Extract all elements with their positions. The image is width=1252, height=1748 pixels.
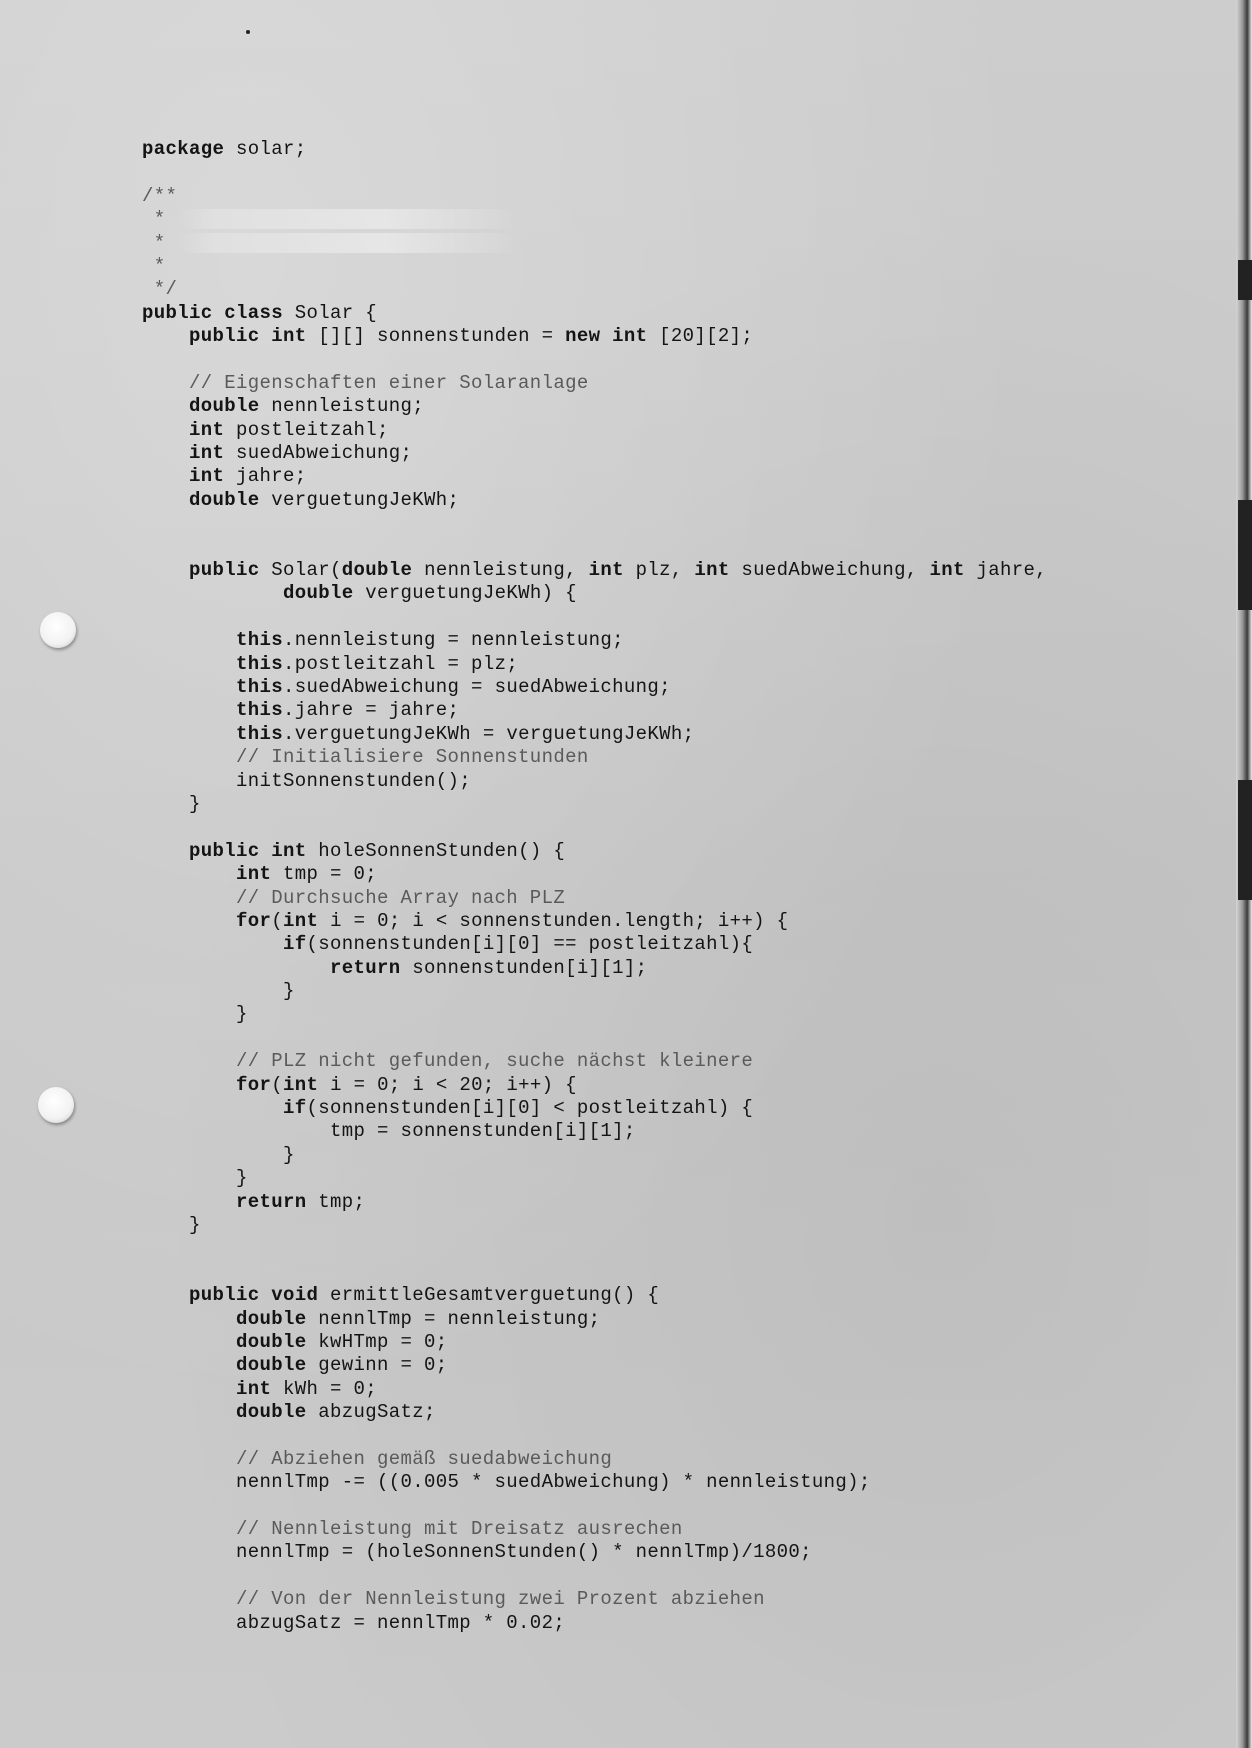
code-text: } (142, 1213, 201, 1236)
code-line (142, 1612, 1047, 1635)
code-line (142, 770, 1047, 793)
code-line (142, 1565, 1047, 1588)
code-text: verguetungJeKWh) { (353, 582, 577, 605)
code-line (142, 325, 1047, 348)
code-text (142, 933, 283, 955)
code-text: (sonnenstunden[i][0] < postleitzahl) { (306, 1097, 754, 1120)
code-text (142, 629, 236, 651)
code-line (142, 933, 1047, 956)
page-edge-shadow (1236, 0, 1252, 1748)
code-comment: * (142, 254, 166, 277)
code-text: .suedAbweichung = suedAbweichung; (283, 675, 671, 698)
code-keyword: double (341, 559, 413, 582)
code-text: nennlTmp = nennleistung; (306, 1307, 601, 1330)
code-keyword: int (236, 1377, 272, 1400)
code-keyword: this (236, 675, 284, 698)
code-text: .postleitzahl = plz; (283, 652, 519, 675)
code-comment: // PLZ nicht gefunden, suche nächst kleinere (142, 1050, 754, 1073)
code-comment: // Von der Nennleistung zwei Prozent abziehen (142, 1588, 765, 1611)
code-text: .jahre = jahre; (283, 699, 460, 722)
code-line (142, 255, 1047, 278)
code-keyword: double (236, 1307, 307, 1330)
code-text: jahre; (224, 465, 307, 488)
code-keyword: int (236, 863, 272, 886)
code-line (142, 653, 1047, 676)
code-text: } (142, 1003, 248, 1026)
code-comment: // Abziehen gemäß suedabweichung (142, 1447, 613, 1470)
code-text (142, 325, 189, 347)
code-line (142, 1120, 1047, 1143)
code-line (142, 1284, 1047, 1307)
redacted-region (180, 209, 520, 229)
code-line (142, 138, 1047, 161)
code-keyword: this (236, 652, 284, 675)
punch-hole-bottom (38, 1087, 74, 1123)
code-text: suedAbweichung, (729, 559, 930, 582)
code-line (142, 1144, 1047, 1167)
code-keyword: int (283, 909, 319, 932)
code-line (142, 1354, 1047, 1377)
code-line (142, 559, 1047, 582)
code-keyword: int (929, 559, 965, 582)
code-line (142, 1518, 1047, 1541)
code-line (142, 1003, 1047, 1026)
code-text: jahre, (964, 559, 1047, 582)
code-text (142, 419, 189, 441)
code-text: solar; (224, 138, 307, 160)
redacted-region (180, 233, 520, 253)
code-keyword: new int (565, 325, 648, 348)
code-line (142, 1448, 1047, 1471)
code-text: .verguetungJeKWh = verguetungJeKWh; (283, 722, 695, 745)
code-text: i = 0; i < sonnenstunden.length; i++) { (318, 909, 789, 932)
code-text: (sonnenstunden[i][0] == postleitzahl){ (306, 933, 754, 956)
code-text: plz, (623, 559, 695, 582)
code-keyword: double (236, 1354, 307, 1377)
code-line (142, 910, 1047, 933)
code-line (142, 1167, 1047, 1190)
code-line (142, 863, 1047, 886)
code-keyword: public class (142, 301, 284, 324)
code-keyword: if (283, 1097, 307, 1120)
code-line (142, 1050, 1047, 1073)
code-line (142, 278, 1047, 301)
code-keyword: this (236, 699, 284, 722)
code-text: ( (271, 1073, 284, 1096)
code-keyword: int (189, 442, 225, 465)
code-line (142, 957, 1047, 980)
code-keyword: this (236, 722, 284, 745)
code-line (142, 208, 1047, 231)
code-text: abzugSatz = nennlTmp * 0.02; (142, 1611, 566, 1634)
code-line (142, 1074, 1047, 1097)
code-comment: */ (142, 278, 178, 301)
code-text: i = 0; i < 20; i++) { (318, 1073, 577, 1096)
code-text: nennlTmp = (holeSonnenStunden() * nennlTmp)/1800; (142, 1541, 812, 1564)
code-text (142, 465, 189, 487)
code-text (142, 582, 283, 604)
code-line (142, 465, 1047, 488)
code-line (142, 1495, 1047, 1518)
code-line (142, 746, 1047, 769)
code-comment: * (142, 231, 166, 254)
code-text (142, 395, 189, 417)
code-keyword: package (142, 138, 225, 160)
code-text (142, 1378, 236, 1400)
code-text: kWh = 0; (271, 1377, 378, 1400)
code-line (142, 840, 1047, 863)
code-keyword: double (236, 1401, 307, 1424)
code-comment: /** (142, 184, 178, 207)
code-keyword: public void (189, 1284, 319, 1307)
edge-shadow-stripe (1238, 780, 1252, 900)
code-keyword: int (189, 418, 225, 441)
code-text: gewinn = 0; (306, 1354, 448, 1377)
code-text: sonnenstunden[i][1]; (400, 956, 648, 979)
code-keyword: this (236, 629, 284, 652)
code-line (142, 793, 1047, 816)
code-keyword: for (236, 1073, 272, 1096)
code-text: holeSonnenStunden() { (306, 839, 566, 862)
code-keyword: public int (189, 839, 307, 862)
code-line (142, 1401, 1047, 1424)
code-line (142, 512, 1047, 535)
code-text: kwHTmp = 0; (306, 1330, 448, 1353)
code-line (142, 1097, 1047, 1120)
code-text: Solar( (259, 559, 342, 582)
scan-speck (246, 30, 250, 34)
code-text: nennlTmp -= ((0.005 * suedAbweichung) * nennleistung); (142, 1471, 871, 1494)
code-comment: * (142, 208, 166, 231)
code-text: nennleistung; (259, 395, 425, 418)
code-text: nennleistung, (412, 559, 589, 582)
code-line (142, 419, 1047, 442)
code-text (142, 699, 236, 721)
code-text (142, 1097, 283, 1119)
code-keyword: double (189, 488, 260, 511)
code-line (142, 723, 1047, 746)
code-text: } (142, 792, 201, 815)
code-line (142, 887, 1047, 910)
code-text: ermittleGesamtverguetung() { (318, 1284, 660, 1307)
code-line (142, 980, 1047, 1003)
code-text (142, 1331, 236, 1353)
code-text: ( (271, 909, 284, 932)
code-keyword: int (283, 1073, 319, 1096)
code-keyword: public int (189, 325, 307, 348)
code-line (142, 161, 1047, 184)
code-listing (142, 138, 1047, 1635)
code-line (142, 606, 1047, 629)
code-text: abzugSatz; (306, 1401, 436, 1424)
code-line (142, 1261, 1047, 1284)
code-keyword: int (189, 465, 225, 488)
code-text (142, 559, 189, 581)
code-keyword: if (283, 933, 307, 956)
code-comment: // Initialisiere Sonnenstunden (142, 746, 589, 769)
code-text: } (142, 1167, 248, 1190)
code-line (142, 1378, 1047, 1401)
code-text: suedAbweichung; (224, 442, 413, 465)
code-line (142, 816, 1047, 839)
edge-shadow-stripe (1238, 260, 1252, 300)
code-line (142, 1541, 1047, 1564)
code-text: Solar { (283, 301, 378, 324)
code-line (142, 442, 1047, 465)
code-comment: // Eigenschaften einer Solaranlage (142, 371, 589, 394)
code-line (142, 1027, 1047, 1050)
code-keyword: double (189, 395, 260, 418)
code-text (142, 489, 189, 511)
code-text: } (142, 1143, 295, 1166)
code-line (142, 349, 1047, 372)
code-text (142, 653, 236, 675)
code-line (142, 699, 1047, 722)
code-keyword: int (588, 559, 624, 582)
code-line (142, 232, 1047, 255)
code-text (142, 1308, 236, 1330)
code-text (142, 676, 236, 698)
code-text: } (142, 980, 295, 1003)
code-keyword: public (189, 559, 260, 582)
code-line (142, 372, 1047, 395)
code-text (142, 840, 189, 862)
code-line (142, 489, 1047, 512)
code-text (142, 723, 236, 745)
code-keyword: return (236, 1190, 307, 1213)
code-text: tmp; (306, 1190, 366, 1213)
code-line (142, 536, 1047, 559)
code-keyword: double (283, 582, 354, 605)
code-text: .nennleistung = nennleistung; (283, 629, 624, 652)
code-text (142, 863, 236, 885)
edge-shadow-stripe (1238, 500, 1252, 610)
code-line (142, 1191, 1047, 1214)
code-line (142, 1471, 1047, 1494)
code-keyword: for (236, 909, 272, 932)
code-text (142, 1401, 236, 1423)
code-text: [20][2]; (647, 325, 754, 348)
code-text (142, 442, 189, 464)
code-line (142, 676, 1047, 699)
code-line (142, 302, 1047, 325)
code-text: tmp = sonnenstunden[i][1]; (142, 1120, 636, 1143)
code-text: [][] sonnenstunden = (306, 325, 566, 348)
code-line (142, 1237, 1047, 1260)
code-text: tmp = 0; (271, 863, 378, 886)
code-line (142, 1424, 1047, 1447)
code-line (142, 629, 1047, 652)
code-text: postleitzahl; (224, 418, 389, 441)
code-keyword: int (694, 559, 730, 582)
code-line (142, 582, 1047, 605)
code-text (142, 1074, 236, 1096)
code-line (142, 1308, 1047, 1331)
code-text (142, 1354, 236, 1376)
code-comment: // Durchsuche Array nach PLZ (142, 886, 566, 909)
code-text (142, 910, 236, 932)
code-text (142, 957, 330, 979)
code-line (142, 1214, 1047, 1237)
code-text: verguetungJeKWh; (259, 488, 460, 511)
code-text: initSonnenstunden(); (142, 769, 472, 792)
code-line (142, 1331, 1047, 1354)
code-comment: // Nennleistung mit Dreisatz ausrechen (142, 1518, 683, 1541)
code-keyword: double (236, 1330, 307, 1353)
code-line (142, 395, 1047, 418)
code-text (142, 1191, 236, 1213)
code-keyword: return (330, 956, 401, 979)
code-line (142, 185, 1047, 208)
code-line (142, 1588, 1047, 1611)
code-text (142, 1284, 189, 1306)
punch-hole-top (40, 612, 76, 648)
